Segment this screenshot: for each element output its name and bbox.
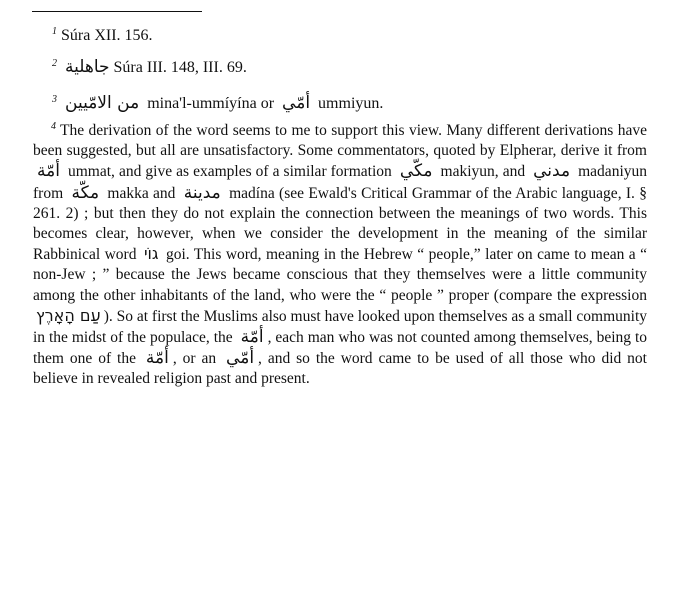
footnote-text: mina'l-ummíyína or	[147, 95, 275, 112]
arabic-term: أمّة	[37, 161, 60, 182]
footnote-marker: 1	[52, 25, 57, 37]
footnote-4	[33, 121, 647, 390]
footnote-1	[52, 26, 153, 46]
arabic-term: أمّي	[226, 348, 255, 369]
footnote-text: madína (see Ewald's Critical Grammar of the Arabic language, I. § 261. 2) ; but then they do not explain the connection between the meanings of two words. This becomes clear, however, when we consider the development in the meaning of the similar Rabbinical word	[33, 184, 648, 264]
hebrew-term: עַם הָאָרֶץ	[36, 305, 101, 325]
footnote-text: , each man who was not counted among themselves, being to them one of the	[33, 329, 647, 368]
arabic-term: أمّة	[145, 348, 169, 369]
arabic-term: مدينة	[183, 182, 221, 203]
arabic-term: أمّة	[240, 327, 264, 348]
footnote-text: makiyun, and	[440, 163, 526, 181]
footnote-text: ummiyun.	[318, 95, 384, 112]
arabic-term: أمّي	[282, 93, 311, 113]
arabic-term: جاهلية	[65, 57, 110, 77]
arabic-term: مكّة	[71, 182, 100, 203]
arabic-term: مكّي	[399, 161, 433, 182]
arabic-term: من الامّيين	[65, 93, 140, 113]
footnote-text: The derivation of the word seems to me to support this view. Many different derivations have been suggested, but all are unsatisfactory. Some commentators, quoted by Elpherar, derive it from	[33, 122, 647, 160]
footnote-separator-rule	[32, 11, 202, 12]
footnote-marker: 2	[52, 57, 57, 69]
footnote-text: ). So at first the Muslims also must have looked upon themselves as a small community in the midst of the populace, the	[33, 307, 647, 347]
hebrew-term: גוֹי	[143, 244, 159, 264]
footnote-text: Súra III. 148, III. 69.	[113, 59, 247, 76]
footnote-text: madaniyun from	[33, 163, 647, 202]
footnote-text: , or an	[172, 350, 217, 368]
footnote-text: , and so the word came to be used of all those who did not believe in revealed religion past and present.	[33, 350, 647, 388]
footnote-2	[52, 57, 247, 78]
arabic-term: مدني	[533, 161, 571, 182]
footnote-text: Súra XII. 156.	[61, 27, 153, 44]
footnote-3	[52, 93, 383, 114]
footnote-text: makka and	[107, 184, 176, 202]
footnote-marker: 4	[51, 120, 56, 132]
footnote-marker: 3	[52, 93, 57, 105]
footnote-text: ummat, and give as examples of a similar formation	[68, 163, 392, 181]
footnote-text: goi. This word, meaning in the Hebrew “ people,” later on came to mean a “ non-Jew ; ” because the Jews became conscious that they themselves were a little community among the other inhabitants of the land, who were the “ people ” proper (compare the expression	[33, 246, 648, 304]
